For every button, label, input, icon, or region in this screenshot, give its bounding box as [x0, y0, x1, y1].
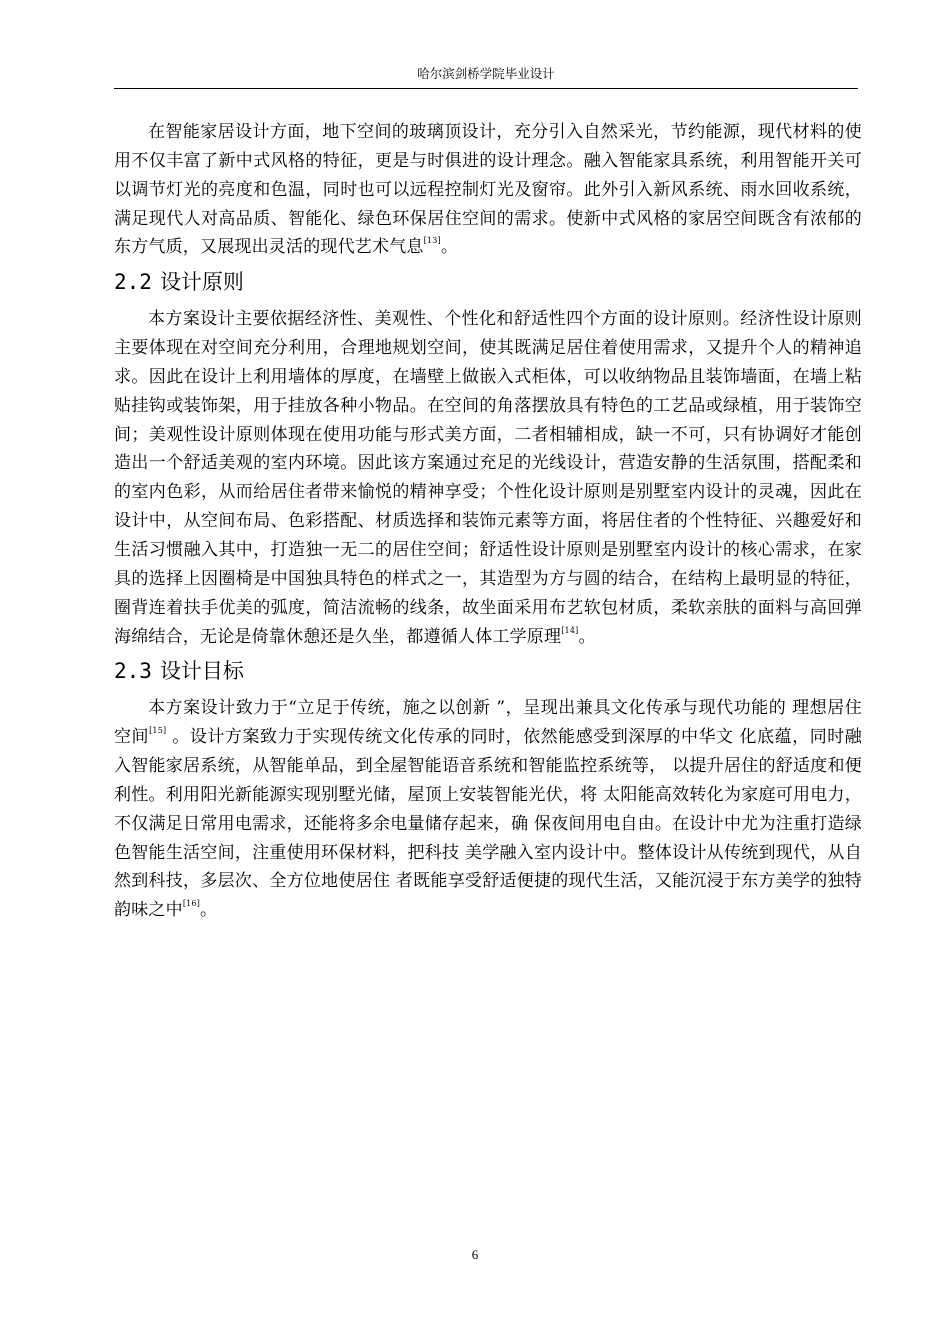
section-number: 2.2 [114, 270, 152, 295]
paragraph-end: 。 [578, 626, 596, 647]
citation-13: [13] [423, 236, 441, 246]
citation-14: [14] [561, 625, 579, 635]
paragraph-text: 在智能家居设计方面，地下空间的玻璃顶设计，充分引入自然采光，节约能源，现代材料的使用不仅丰富了新中式风格的特征，更是与时俱进的设计理念。融入智能家具系统，利用智能开关可以调节灯光的亮度和色温，同时也可以远程控制灯光及窗帘。此外引入新风系统、雨水回收系统，满足现代人对高品质、智能化、绿色环保居住空间的需求。使新中式风格的家居空间既含有浓郁的东方气质，又展现出灵活的现代艺术气息 [114, 122, 862, 258]
paragraph-design-principles [114, 305, 862, 651]
citation-16: [16] [182, 899, 201, 909]
page-header: 哈尔滨剑桥学院毕业设计 [114, 64, 858, 89]
page-number: 6 [471, 1247, 479, 1262]
paragraph-smart-home [114, 118, 862, 262]
section-number: 2.3 [114, 659, 152, 684]
section-heading-2-3 [114, 656, 862, 686]
paragraph-text: 本方案设计主要依据经济性、美观性、个性化和舒适性四个方面的设计原则。经济性设计原则主要体现在对空间充分利用，合理地规划空间，使其既满足居住着使用需求，又提升个人的精神追求。因此在设计上利用墙体的厚度，在墙壁上做嵌入式柜体，可以收纳物品且装饰墙面，在墙上粘贴挂钩或装饰架，用于挂放各种小物品。在空间的角落摆放具有特色的工艺品或绿植，用于装饰空间；美观性设计原则体现在使用功能与形式美方面，二者相辅相成，缺一不可，只有协调好才能创造出一个舒适美观的室内环境。因此该方案通过充足的光线设计，营造安静的生活氛围，搭配柔和的室内色彩，从而给居住者带来愉悦的精神享受；个性化设计原则是别墅室内设计的灵魂，因此在设计中，从空间布局、色彩搭配、材质选择和装饰元素等方面，将居住者的个性特征、兴趣爱好和生活习惯融入其中，打造独一无二的居住空间；舒适性设计原则是别墅室内设计的核心需求，在家具的选择上因圈椅是中国独具特色的样式之一，其造型为方与圆的结合，在结构上最明显的特征，圈背连着扶手优美的弧度，简洁流畅的线条，故坐面采用布艺软包材质，柔软亲肤的面料与高回弹海绵结合，无论是倚靠休憩还是久坐，都遵循人体工学原理 [114, 309, 862, 647]
section-heading-2-2 [114, 267, 862, 297]
paragraph-text-b: 。设计方案致力于实现传统文化传承的同时，依然能感受到深厚的中华文 化底蕴，同时融入智能家居系统，从智能单品，到全屋智能语音系统和智能监控系统等， 以提升居住的舒适度和便利性。利用阳光新能源实现别墅光储，屋顶上安装智能光伏，将 太阳能高效转化为家庭可用电力，不仅满足日常用电需求，还能将多余电量储存起来，确 保夜间用电自由。在设计中尤为注重打造绿色智能生活空间，注重使用环保材料，把科技 美学融入室内设计中。整体设计从传统到现代，从自然到科技，多层次、全方位地使居住 者既能享受舒适便捷的现代生活，又能沉浸于东方美学的独特韵味之中 [114, 727, 862, 921]
paragraph-end: 。 [440, 237, 459, 258]
paragraph-text-a: 本方案设计致力于“立足于传统，施之以创新 ”，呈现出兼具文化传承与现代功能的 理想居住空间 [114, 698, 862, 748]
citation-15: [15] [149, 726, 167, 736]
document-body [114, 118, 862, 925]
section-title: 设计原则 [159, 270, 244, 295]
section-title: 设计目标 [159, 659, 244, 684]
paragraph-design-goals [114, 694, 862, 925]
paragraph-end: 。 [200, 900, 218, 921]
